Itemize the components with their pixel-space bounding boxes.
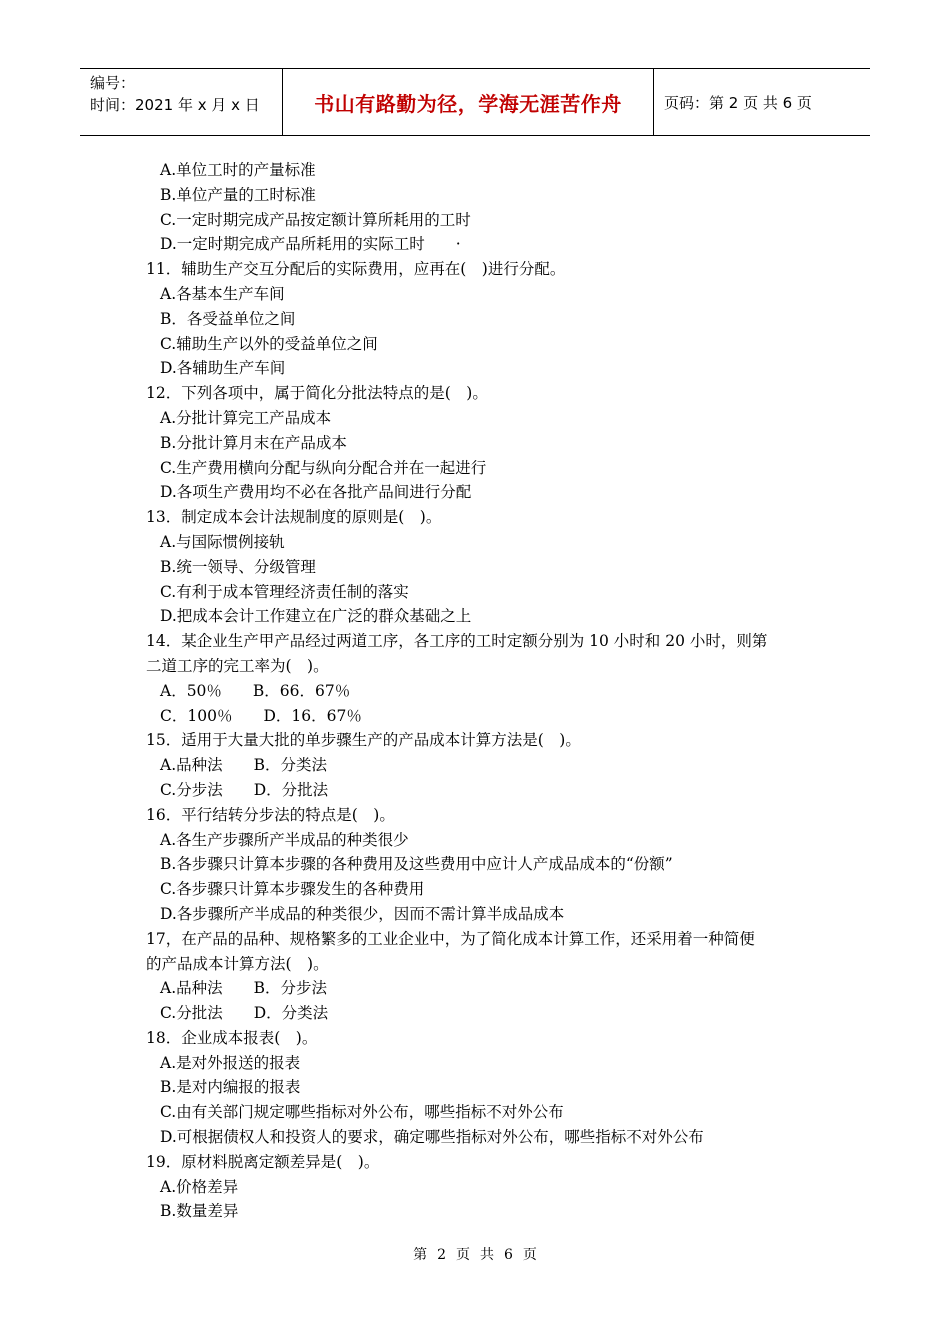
question-text: 19．原材料脱离定额差异是( )。 xyxy=(146,1152,380,1171)
answer-option: D.各项生产费用均不必在各批产品间进行分配 xyxy=(160,483,472,502)
answer-option: A.单位工时的产量标准 xyxy=(160,161,316,179)
answer-option: C.辅助生产以外的受益单位之间 xyxy=(160,334,378,353)
answer-option: C.有利于成本管理经济责任制的落实 xyxy=(160,582,409,601)
answer-option: A．50％ B．66．67％ xyxy=(160,681,351,700)
document-date-label: 时间：2021 年 x 月 x 日 xyxy=(90,96,260,114)
answer-option: D.把成本会计工作建立在广泛的群众基础之上 xyxy=(160,607,472,626)
answer-option: A.品种法 B．分类法 xyxy=(160,756,328,775)
question-text: 的产品成本计算方法( )。 xyxy=(146,954,329,973)
footer-prefix: 第 xyxy=(413,1247,428,1263)
footer-current-page: 2 xyxy=(437,1247,446,1263)
answer-option: B.单位产量的工时标准 xyxy=(160,185,316,204)
answer-option: C．100％ D．16．67％ xyxy=(160,706,362,725)
answer-option: A.是对外报送的报表 xyxy=(160,1053,301,1072)
answer-option: B.分批计算月末在产品成本 xyxy=(160,433,347,452)
question-text: 16．平行结转分步法的特点是( )。 xyxy=(146,805,395,824)
page-header xyxy=(80,68,870,136)
question-text: 12．下列各项中，属于简化分批法特点的是( )。 xyxy=(146,384,488,403)
page-footer xyxy=(0,1244,950,1264)
question-text: 17，在产品的品种、规格繁多的工业企业中，为了简化成本计算工作，还采用着一种简便 xyxy=(146,929,755,948)
document-body xyxy=(146,158,826,1224)
answer-option: C.生产费用横向分配与纵向分配合并在一起进行 xyxy=(160,458,487,477)
answer-option: A.与国际惯例接轨 xyxy=(160,532,285,551)
answer-option: D.各步骤所产半成品的种类很少，因而不需计算半成品成本 xyxy=(160,904,565,923)
header-meta xyxy=(80,69,282,135)
answer-option: C.各步骤只计算本步骤发生的各种费用 xyxy=(160,880,425,899)
answer-option: B.数量差异 xyxy=(160,1202,239,1221)
footer-total-prefix: 共 xyxy=(480,1247,494,1263)
header-motto: 书山有路勤为径，学海无涯苦作舟 xyxy=(282,69,654,135)
question-text: 13．制定成本会计法规制度的原则是( )。 xyxy=(146,508,442,527)
answer-option: C.一定时期完成产品按定额计算所耗用的工时 xyxy=(160,210,471,229)
footer-total-pages: 6 xyxy=(504,1247,513,1263)
header-page-label: 页码：第 2 页 共 6 页 xyxy=(664,93,812,112)
answer-option: B.是对内编报的报表 xyxy=(160,1078,301,1097)
question-text: 二道工序的完工率为( )。 xyxy=(146,656,329,675)
answer-option: D.各辅助生产车间 xyxy=(160,359,286,378)
question-text: 14．某企业生产甲产品经过两道工序，各工序的工时定额分别为 10 小时和 20 小时，则第 xyxy=(146,632,768,651)
footer-mid: 页 xyxy=(456,1247,470,1263)
document-number-label: 编号： xyxy=(90,74,136,92)
answer-option: B．各受益单位之间 xyxy=(160,309,296,328)
answer-option: C.由有关部门规定哪些指标对外公布，哪些指标不对外公布 xyxy=(160,1103,564,1122)
answer-option: B.统一领导、分级管理 xyxy=(160,557,316,576)
answer-option: D.可根据债权人和投资人的要求，确定哪些指标对外公布，哪些指标不对外公布 xyxy=(160,1128,704,1147)
answer-option: A.价格差异 xyxy=(160,1177,239,1196)
question-text: 11．辅助生产交互分配后的实际费用，应再在( )进行分配。 xyxy=(146,260,566,279)
answer-option: C.分批法 D．分类法 xyxy=(160,1004,329,1023)
answer-option: A.各生产步骤所产半成品的种类很少 xyxy=(160,830,409,849)
question-text: 18．企业成本报表( )。 xyxy=(146,1028,318,1047)
answer-option: A.品种法 B．分步法 xyxy=(160,979,328,998)
answer-option: A.分批计算完工产品成本 xyxy=(160,408,332,427)
footer-suffix: 页 xyxy=(522,1247,537,1263)
question-text: 15．适用于大量大批的单步骤生产的产品成本计算方法是( )。 xyxy=(146,731,581,750)
answer-option: D.一定时期完成产品所耗用的实际工时 · xyxy=(160,235,461,254)
answer-option: C.分步法 D．分批法 xyxy=(160,780,329,799)
answer-option: A.各基本生产车间 xyxy=(160,284,285,303)
answer-option: B.各步骤只计算本步骤的各种费用及这些费用中应计人产成品成本的“份额” xyxy=(160,855,673,874)
